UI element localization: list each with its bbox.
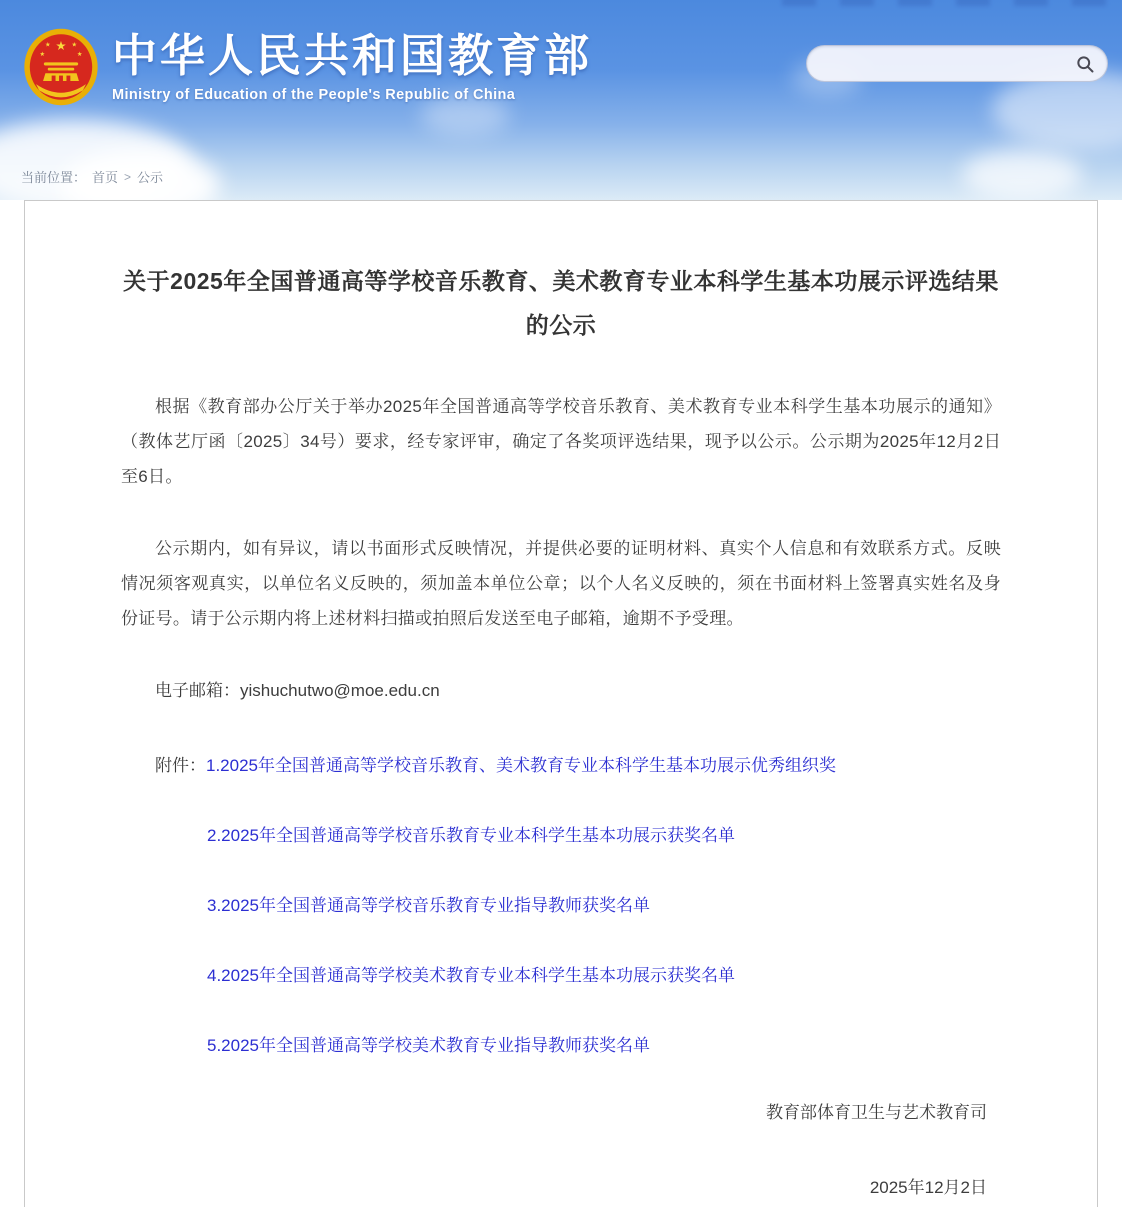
search-input[interactable]	[807, 56, 1075, 72]
cloud-decoration	[962, 150, 1082, 200]
svg-text:★: ★	[39, 51, 46, 59]
attachment-link-3[interactable]: 3.2025年全国普通高等学校音乐教育专业指导教师获奖名单	[207, 896, 650, 915]
article-paragraph: 根据《教育部办公厅关于举办2025年全国普通高等学校音乐教育、美术教育专业本科学生基本功展示的通知》（教体艺厅函〔2025〕34号）要求，经专家评审，确定了各奖项评选结果，现予以公示。公示期为2025年12月2日至6日。	[121, 397, 1001, 486]
attachment-link-2[interactable]: 2.2025年全国普通高等学校音乐教育专业本科学生基本功展示获奖名单	[207, 826, 735, 845]
attachments-list	[121, 748, 1001, 1064]
breadcrumb-home-link[interactable]: 首页	[92, 170, 119, 185]
attachment-link-4[interactable]: 4.2025年全国普通高等学校美术教育专业本科学生基本功展示获奖名单	[207, 966, 735, 985]
email-address: yishuchutwo@moe.edu.cn	[240, 681, 440, 700]
email-label: 电子邮箱：	[155, 681, 240, 700]
article-title: 关于2025年全国普通高等学校音乐教育、美术教育专业本科学生基本功展示评选结果的公示	[123, 268, 999, 338]
attachment-link-1[interactable]: 1.2025年全国普通高等学校音乐教育、美术教育专业本科学生基本功展示优秀组织奖	[206, 756, 836, 775]
site-subtitle: Ministry of Education of the People's Republic of China	[112, 87, 516, 104]
email-line	[121, 673, 1001, 708]
breadcrumb	[21, 167, 163, 186]
search-bar[interactable]	[806, 45, 1108, 82]
search-button[interactable]	[1075, 54, 1107, 74]
svg-text:★: ★	[76, 51, 83, 59]
article-paragraph: 公示期内，如有异议，请以书面形式反映情况，并提供必要的证明材料、真实个人信息和有效联系方式。反映情况须客观真实，以单位名义反映的，须加盖本单位公章；以个人名义反映的，须在书面材料上签署真实姓名及身份证号。请于公示期内将上述材料扫描或拍照后发送至电子邮箱，逾期不予受理。	[121, 539, 1001, 628]
attachment-row	[121, 818, 1001, 854]
breadcrumb-current-link[interactable]: 公示	[137, 170, 164, 185]
attachment-link-5[interactable]: 5.2025年全国普通高等学校美术教育专业指导教师获奖名单	[207, 1036, 650, 1055]
attachment-row	[121, 1028, 1001, 1064]
issuing-department: 教育部体育卫生与艺术教育司	[766, 1103, 987, 1122]
site-brand[interactable]	[22, 26, 592, 108]
breadcrumb-separator: >	[124, 169, 132, 184]
top-nav-remnant	[782, 0, 1112, 6]
cloud-decoration	[992, 70, 1122, 150]
svg-text:★: ★	[55, 38, 67, 53]
document-date: 2025年12月2日	[869, 1178, 987, 1197]
svg-text:★: ★	[71, 41, 78, 49]
attachment-row	[121, 958, 1001, 994]
breadcrumb-label: 当前位置：	[21, 170, 87, 185]
content-panel	[24, 200, 1098, 1207]
attachments-label: 附件：	[155, 756, 206, 775]
search-icon	[1075, 54, 1095, 74]
svg-text:★: ★	[44, 41, 51, 49]
site-header	[0, 0, 1122, 200]
attachment-row	[121, 748, 1001, 784]
attachment-row	[121, 888, 1001, 924]
national-emblem-logo	[22, 26, 100, 108]
site-title: 中华人民共和国教育部	[112, 30, 593, 81]
